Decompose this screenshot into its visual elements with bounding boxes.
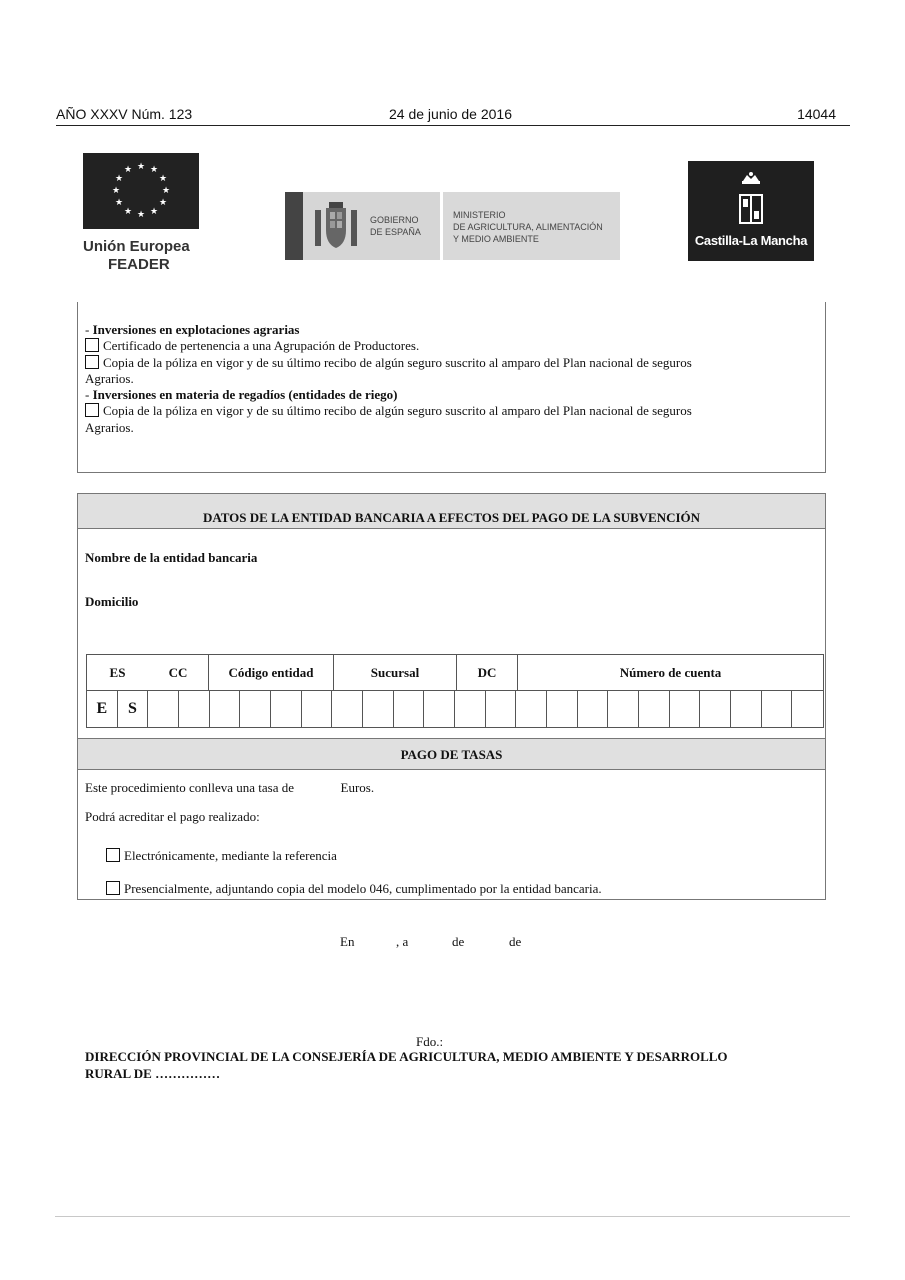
checkbox[interactable]	[85, 403, 99, 417]
crown-castle-icon	[688, 161, 814, 231]
fee-option-in-person: Presencialmente, adjuntando copia del modelo 046, cumplimentado por la entidad bancaria.	[106, 881, 602, 897]
header-codigo-entidad: Código entidad	[209, 655, 334, 691]
eu-flag-logo	[83, 153, 199, 229]
checkbox[interactable]	[106, 881, 120, 895]
bank-address-label: Domicilio	[85, 594, 139, 609]
item-label-cont: Agrarios.	[85, 370, 134, 386]
issue-number: AÑO XXXV Núm. 123	[56, 106, 193, 122]
header-dc: DC	[457, 655, 518, 691]
account-digit-cell[interactable]	[424, 691, 455, 727]
account-digit-cell[interactable]	[302, 691, 333, 727]
account-digit-cell[interactable]	[148, 691, 179, 727]
documents-list: - Inversiones en explotaciones agrarias Certificado de pertenencia a una Agrupación de Productores. Copia de la póliza en vigor y de su último recibo de algún seguro suscrito al amparo del Plan nacional de seguros Agrarios. - Inversiones en materia de regadíos (entidades de riego) Copia de la póliza en vigor y de su último recibo de algún seguro suscrito al amparo del Plan nacional de seguros Agrarios.	[85, 322, 785, 436]
account-digit-cell[interactable]	[240, 691, 271, 727]
header-sucursal: Sucursal	[334, 655, 457, 691]
account-digit-cell[interactable]	[731, 691, 762, 727]
svg-text:★: ★	[123, 207, 133, 217]
header-cc: CC	[148, 655, 209, 691]
bank-section-title: DATOS DE LA ENTIDAD BANCARIA A EFECTOS DEL PAGO DE LA SUBVENCIÓN	[78, 494, 825, 529]
page-number: 14044	[797, 106, 836, 122]
account-prefix-cell: S	[118, 691, 149, 727]
footer-divider	[55, 1216, 850, 1217]
section-title: Inversiones en materia de regadíos (entidades de riego)	[92, 387, 398, 403]
fee-line: Este procedimiento conlleva una tasa de Euros.	[85, 780, 375, 795]
svg-text:★: ★	[136, 210, 146, 220]
eu-stars-icon	[83, 153, 199, 229]
svg-text:★: ★	[158, 174, 168, 184]
fees-section-title: PAGO DE TASAS	[78, 738, 825, 770]
account-digit-cell[interactable]	[608, 691, 639, 727]
signature-label: Fdo.:	[416, 1034, 444, 1049]
account-prefix-cell: E	[87, 691, 118, 727]
header-es: ES	[109, 665, 126, 680]
checkbox[interactable]	[85, 338, 99, 352]
account-digit-cell[interactable]	[486, 691, 517, 727]
checkbox[interactable]	[106, 848, 120, 862]
svg-text:★: ★	[123, 165, 133, 175]
eu-logo-text: Unión Europea FEADER	[83, 238, 190, 273]
account-digit-cell[interactable]	[394, 691, 425, 727]
svg-text:★: ★	[158, 198, 168, 208]
account-digit-cell[interactable]	[363, 691, 394, 727]
svg-text:★: ★	[111, 186, 121, 196]
date-de-label: de	[452, 934, 465, 949]
account-digit-cell[interactable]	[516, 691, 547, 727]
account-digit-cell[interactable]	[578, 691, 609, 727]
svg-text:★: ★	[149, 165, 159, 175]
item-label: Copia de la póliza en vigor y de su último recibo de algún seguro suscrito al amparo del Plan nacional de seguros	[103, 403, 692, 419]
item-label-cont: Agrarios.	[85, 419, 134, 435]
account-number-grid	[86, 654, 824, 728]
account-digit-cell[interactable]	[210, 691, 241, 727]
item-label: Copia de la póliza en vigor y de su último recibo de algún seguro suscrito al amparo del Plan nacional de seguros	[103, 354, 692, 370]
svg-text:★: ★	[149, 207, 159, 217]
issue-date: 24 de junio de 2016	[389, 106, 512, 122]
clm-logo-text: Castilla-La Mancha	[694, 233, 808, 248]
account-header-row	[87, 655, 823, 691]
svg-text:★: ★	[136, 162, 146, 172]
account-digit-cell[interactable]	[271, 691, 302, 727]
gobierno-espana-logo: GOBIERNO DE ESPAÑA MINISTERIO DE AGRICULTURA, ALIMENTACIÓN Y MEDIO AMBIENTE	[285, 192, 620, 260]
item-label: Certificado de pertenencia a una Agrupación de Productores.	[103, 338, 420, 354]
svg-text:★: ★	[114, 198, 124, 208]
fee-payment-label: Podrá acreditar el pago realizado:	[85, 809, 260, 824]
coat-of-arms-icon	[311, 200, 361, 252]
account-digit-cell[interactable]	[700, 691, 731, 727]
svg-text:★: ★	[114, 174, 124, 184]
bank-name-label: Nombre de la entidad bancaria	[85, 550, 258, 565]
account-digit-cell[interactable]	[670, 691, 701, 727]
account-digit-cell[interactable]	[762, 691, 793, 727]
page-header	[56, 104, 850, 126]
date-a-label: , a	[396, 934, 409, 949]
date-de-label: de	[509, 934, 522, 949]
account-digit-row	[87, 691, 823, 727]
section-title: Inversiones en explotaciones agrarias	[92, 322, 300, 337]
account-digit-cell[interactable]	[639, 691, 670, 727]
header-numero-cuenta: Número de cuenta	[619, 665, 722, 680]
account-digit-cell[interactable]	[547, 691, 578, 727]
svg-text:★: ★	[161, 186, 171, 196]
account-digit-cell[interactable]	[792, 691, 823, 727]
checkbox[interactable]	[85, 355, 99, 369]
place-label: En	[340, 934, 355, 949]
account-digit-cell[interactable]	[332, 691, 363, 727]
account-digit-cell[interactable]	[455, 691, 486, 727]
fee-option-electronic: Electrónicamente, mediante la referencia	[106, 848, 337, 864]
recipient-title: DIRECCIÓN PROVINCIAL DE LA CONSEJERÍA DE AGRICULTURA, MEDIO AMBIENTE Y DESARROLLO RURAL DE ……………	[85, 1049, 728, 1081]
account-digit-cell[interactable]	[179, 691, 210, 727]
